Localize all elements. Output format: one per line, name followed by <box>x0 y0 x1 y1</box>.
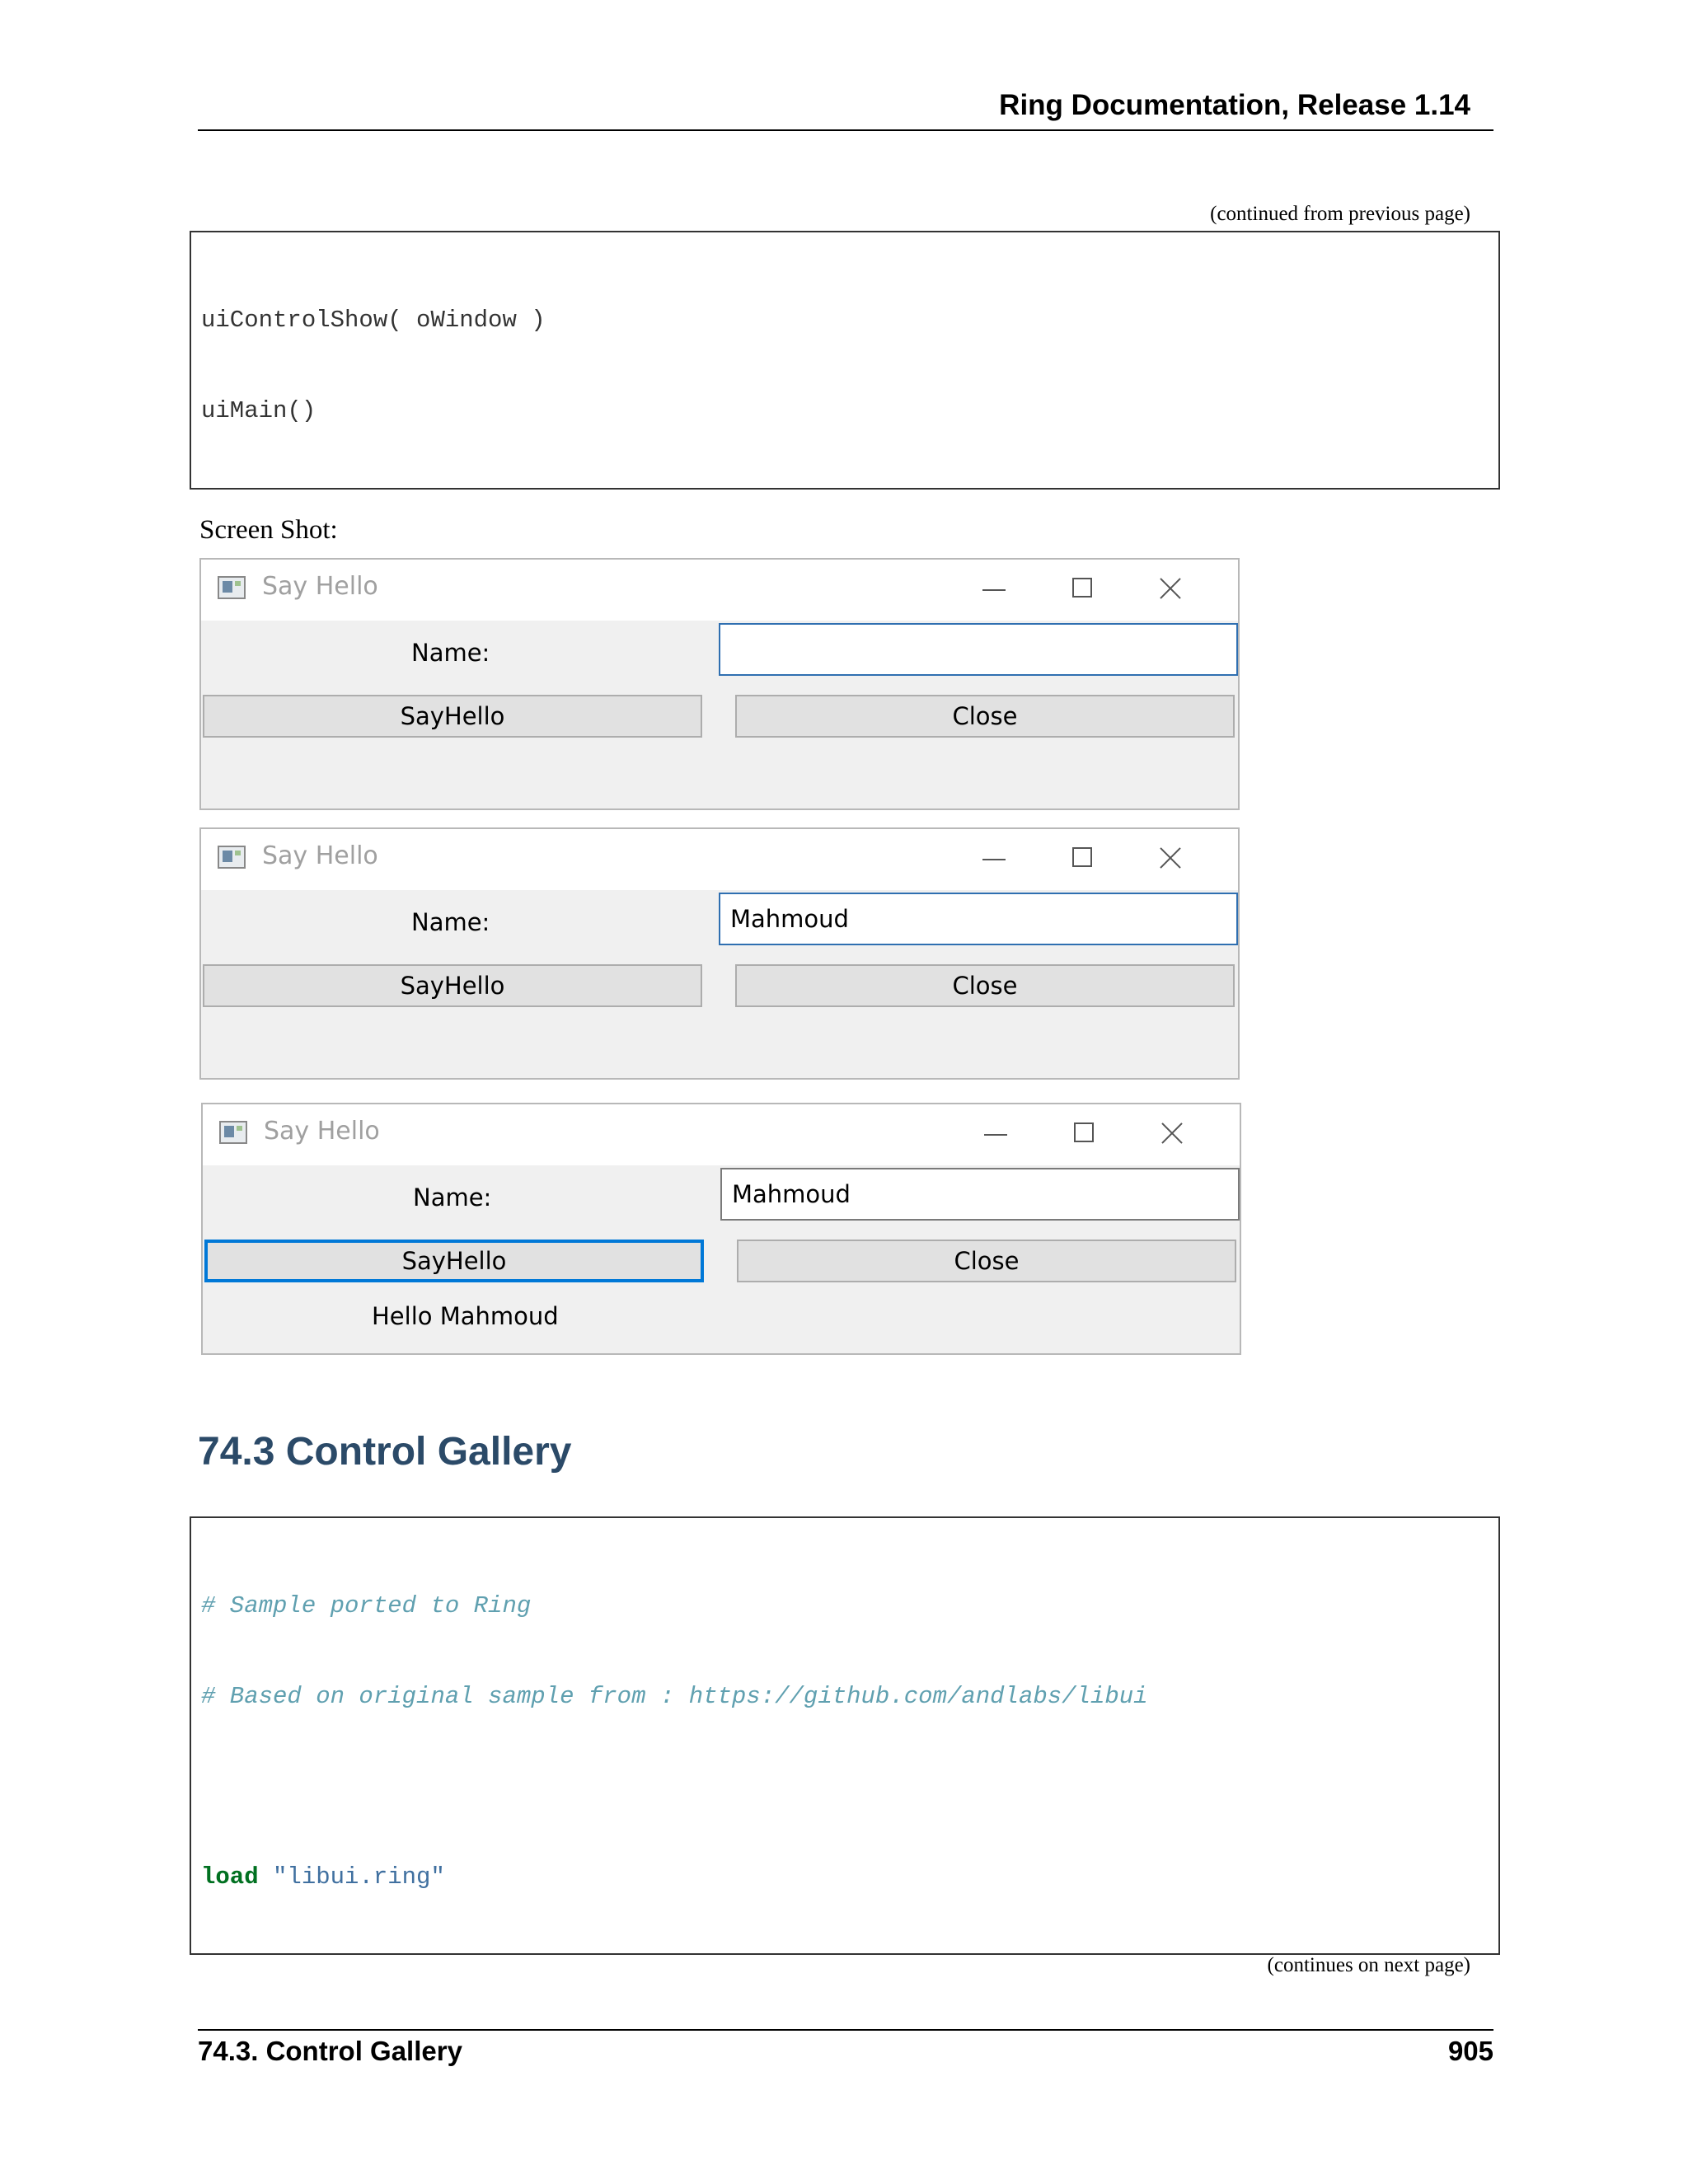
name-label: Name: <box>413 1183 492 1212</box>
code-line: uiControlShow( oWindow ) <box>201 307 546 334</box>
minimize-icon[interactable] <box>969 568 1019 609</box>
say-hello-window-empty <box>199 558 1240 810</box>
app-icon <box>219 1121 247 1144</box>
window-titlebar <box>201 560 1238 621</box>
header-title: Ring Documentation, Release 1.14 <box>999 89 1470 121</box>
sayhello-button[interactable]: SayHello <box>203 964 702 1007</box>
name-input[interactable] <box>720 1168 1240 1221</box>
close-button[interactable]: Close <box>737 1240 1236 1282</box>
code-line: # Based on original sample from : https://github.com/andlabs/libui <box>201 1682 1148 1710</box>
close-icon[interactable] <box>1146 568 1195 609</box>
code-line <box>201 1772 1498 1802</box>
close-button[interactable]: Close <box>735 964 1235 1007</box>
footer-rule <box>198 2029 1493 2031</box>
window-title: Say Hello <box>262 841 378 870</box>
name-label: Name: <box>411 639 490 667</box>
window-titlebar <box>203 1104 1240 1165</box>
maximize-icon[interactable] <box>1060 1113 1109 1154</box>
code-line <box>201 486 1498 490</box>
code-line: load "libui.ring" <box>201 1863 445 1891</box>
window-titlebar <box>201 829 1238 890</box>
continues-note: (continues on next page) <box>1267 1954 1470 1976</box>
window-title: Say Hello <box>262 572 378 601</box>
continued-from-note: (continued from previous page) <box>1210 203 1470 225</box>
name-input[interactable] <box>719 893 1238 945</box>
code-line: # Sample ported to Ring <box>201 1592 532 1619</box>
footer-section: 74.3. Control Gallery <box>198 2036 462 2066</box>
screenshot-label: Screen Shot: <box>199 515 338 545</box>
sayhello-button[interactable]: SayHello <box>204 1240 704 1282</box>
name-input[interactable] <box>719 623 1238 676</box>
sayhello-button[interactable]: SayHello <box>203 695 702 738</box>
say-hello-window-result <box>201 1103 1241 1355</box>
say-hello-window-typed <box>199 827 1240 1080</box>
close-icon[interactable] <box>1147 1113 1197 1154</box>
code-line: uiMain() <box>201 396 316 424</box>
maximize-icon[interactable] <box>1058 837 1108 879</box>
header-rule <box>198 129 1493 131</box>
name-label: Name: <box>411 908 490 936</box>
app-icon <box>218 846 246 869</box>
minimize-icon[interactable] <box>969 837 1019 879</box>
close-icon[interactable] <box>1146 837 1195 879</box>
hello-result-label: Hello Mahmoud <box>372 1302 559 1330</box>
minimize-icon[interactable] <box>971 1113 1020 1154</box>
window-title: Say Hello <box>264 1117 380 1146</box>
section-heading: 74.3 Control Gallery <box>198 1430 572 1474</box>
code-block-1 <box>190 231 1500 490</box>
app-icon <box>218 576 246 599</box>
code-block-2 <box>190 1516 1500 1955</box>
maximize-icon[interactable] <box>1058 568 1108 609</box>
close-button[interactable]: Close <box>735 695 1235 738</box>
page-number: 905 <box>1447 2036 1493 2066</box>
